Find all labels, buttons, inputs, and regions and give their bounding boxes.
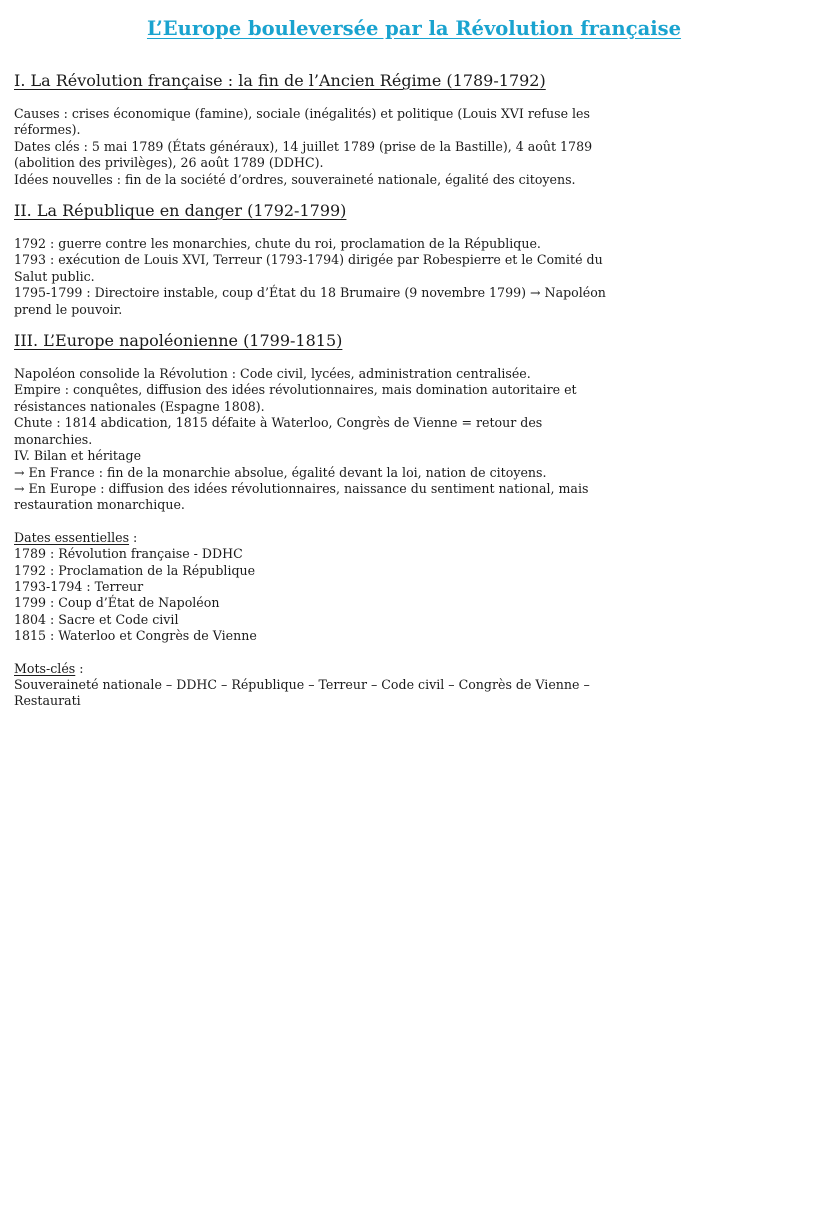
keywords-text: Souveraineté nationale – DDHC – République – Terreur – Code civil – Congrès de Vienne – Restaurati — [14, 676, 590, 709]
date-item: 1793-1794 : Terreur — [14, 578, 144, 594]
dates-heading-colon: : — [129, 529, 138, 545]
section-2-heading: II. La République en danger (1792-1799) — [14, 201, 347, 221]
section-3-body — [14, 366, 614, 514]
dates-heading: Dates essentielles — [14, 529, 130, 545]
section-2-line: 1795-1799 : Directoire instable, coup d’État du 18 Brumaire (9 novembre 1799) → Napoléon prend le pouvoir. — [14, 285, 606, 317]
section-3-line: → En Europe : diffusion des idées révolutionnaires, naissance du sentiment national, mais restauration monarchique. — [14, 480, 589, 513]
section-1-body — [14, 106, 614, 188]
date-item: 1804 : Sacre et Code civil — [14, 611, 179, 627]
section-1-line: Idées nouvelles : fin de la société d’ordres, souveraineté nationale, égalité des citoyens. — [14, 171, 576, 187]
keywords-heading: Mots-clés — [14, 660, 76, 676]
dates-heading-line — [14, 530, 614, 546]
keywords-heading-colon: : — [75, 660, 84, 676]
keywords-block — [14, 661, 614, 710]
section-2-line: 1793 : exécution de Louis XVI, Terreur (1793-1794) dirigée par Robespierre et le Comité du Salut public. — [14, 252, 603, 284]
page-title: L’Europe bouleversée par la Révolution française — [146, 17, 682, 40]
section-3-line: IV. Bilan et héritage — [14, 448, 142, 464]
date-item: 1799 : Coup d’État de Napoléon — [14, 595, 220, 611]
document-page — [14, 14, 682, 710]
section-2-line: 1792 : guerre contre les monarchies, chute du roi, proclamation de la République. — [14, 236, 541, 252]
section-1-heading: I. La Révolution française : la fin de l’Ancien Régime (1789-1792) — [14, 71, 546, 90]
keywords-heading-line — [14, 661, 614, 677]
date-item: 1789 : Révolution française - DDHC — [14, 546, 243, 562]
section-3-line: Napoléon consolide la Révolution : Code civil, lycées, administration centralisée. — [14, 366, 531, 382]
section-3-line: Chute : 1814 abdication, 1815 défaite à Waterloo, Congrès de Vienne = retour des monarchies. — [14, 415, 543, 447]
date-item: 1792 : Proclamation de la République — [14, 562, 256, 578]
section-1-line: Dates clés : 5 mai 1789 (États généraux), 14 juillet 1789 (prise de la Bastille), 4 août 1789 (abolition des privilèges), 26 août 1789 (DDHC). — [14, 138, 593, 171]
dates-block — [14, 530, 614, 645]
section-1-line: Causes : crises économique (famine), sociale (inégalités) et politique (Louis XVI refuse les réformes). — [14, 106, 590, 138]
section-3-line: → En France : fin de la monarchie absolue, égalité devant la loi, nation de citoyens. — [14, 464, 547, 480]
date-item: 1815 : Waterloo et Congrès de Vienne — [14, 628, 257, 644]
section-3-heading: III. L’Europe napoléonienne (1799-1815) — [14, 331, 343, 351]
section-3-line: Empire : conquêtes, diffusion des idées révolutionnaires, mais domination autoritaire et résistances nationales (Espagne 1808). — [14, 382, 577, 414]
section-2-body — [14, 236, 614, 318]
